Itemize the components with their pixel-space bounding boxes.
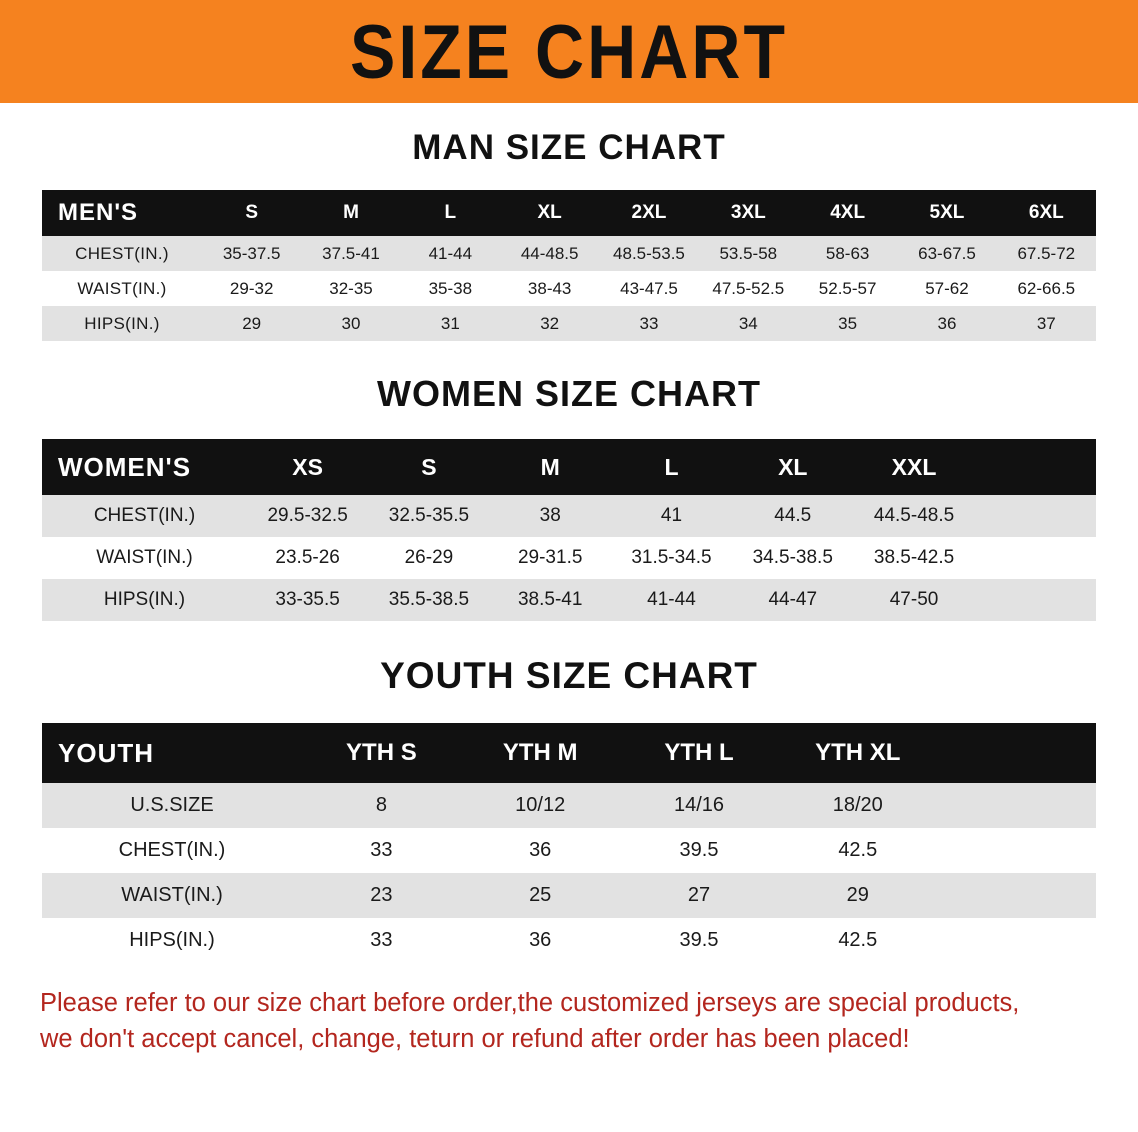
man-table-wrapper (0, 190, 1138, 341)
men-cell-1-0: 29-32 (229, 278, 274, 298)
women-cell-2-0: 33-35.5 (275, 589, 340, 610)
men-row-0-label: CHEST(IN.) (75, 243, 169, 263)
youth-cell-2-2: 27 (687, 884, 711, 906)
youth-cell-2-0: 23 (370, 884, 393, 906)
table-row (42, 783, 1096, 828)
women-row-2-label: HIPS(IN.) (103, 589, 186, 610)
men-cell-1-6: 52.5-57 (818, 278, 877, 298)
youth-cell-1-1: 36 (529, 839, 552, 861)
disclaimer-note (40, 985, 1098, 1057)
men-cell-2-1: 30 (341, 313, 361, 333)
youth-section-heading: YOUTH SIZE CHART (380, 655, 758, 696)
men-cell-2-0: 29 (242, 313, 262, 333)
women-size-table (42, 439, 1096, 621)
men-cell-1-4: 43-47.5 (620, 278, 678, 298)
men-cell-2-4: 33 (639, 313, 659, 333)
men-row-2-label: HIPS(IN.) (84, 313, 160, 333)
women-cell-2-6 (975, 579, 1096, 621)
men-row-1-label: WAIST(IN.) (77, 278, 167, 298)
youth-header-0: YOUTH (58, 737, 154, 768)
banner (0, 0, 1138, 103)
men-cell-1-2: 35-38 (428, 278, 473, 298)
women-cell-2-5: 47-50 (889, 589, 939, 610)
women-cell-2-3: 41-44 (647, 589, 696, 610)
table-row (42, 828, 1096, 873)
women-header-2: S (421, 453, 437, 480)
women-cell-0-3: 41 (660, 505, 683, 526)
table-row (42, 271, 1096, 306)
youth-cell-0-2: 14/16 (673, 794, 725, 816)
youth-cell-3-2: 39.5 (679, 929, 719, 951)
youth-cell-3-0: 33 (370, 929, 393, 951)
youth-row-1-label: CHEST(IN.) (118, 839, 226, 861)
youth-table-wrapper (0, 723, 1138, 963)
men-cell-1-3: 38-43 (527, 278, 572, 298)
women-cell-2-2: 38.5-41 (517, 589, 583, 610)
men-cell-2-6: 35 (838, 313, 858, 333)
women-cell-0-6 (975, 495, 1096, 537)
women-cell-1-2: 29-31.5 (517, 547, 583, 568)
table-header-row (42, 439, 1096, 495)
table-header-row (42, 723, 1096, 783)
women-row-0-label: CHEST(IN.) (93, 505, 196, 526)
men-header-1: S (245, 202, 258, 223)
table-row (42, 537, 1096, 579)
table-row (42, 306, 1096, 341)
women-header-7 (975, 439, 1096, 495)
table-row (42, 873, 1096, 918)
women-cell-1-1: 26-29 (404, 547, 454, 568)
women-cell-1-0: 23.5-26 (275, 547, 340, 568)
men-cell-0-8: 67.5-72 (1017, 243, 1076, 263)
men-header-7: 4XL (830, 202, 866, 223)
women-cell-1-6 (975, 537, 1096, 579)
men-cell-0-1: 37.5-41 (322, 243, 380, 263)
youth-cell-2-1: 25 (529, 884, 552, 906)
women-cell-1-4: 34.5-38.5 (752, 547, 833, 568)
men-header-8: 5XL (929, 202, 965, 223)
women-cell-2-4: 44-47 (768, 589, 818, 610)
youth-header-1: YTH S (346, 739, 417, 766)
table-row (42, 495, 1096, 537)
women-cell-0-5: 44.5-48.5 (873, 505, 955, 526)
man-size-table (42, 190, 1096, 341)
men-cell-0-5: 53.5-58 (719, 243, 778, 263)
men-cell-2-8: 37 (1036, 313, 1056, 333)
men-cell-2-7: 36 (937, 313, 957, 333)
youth-cell-3-4 (937, 918, 1096, 963)
page-title: SIZE CHART (350, 8, 788, 95)
women-header-1: XS (292, 453, 323, 480)
men-cell-0-2: 41-44 (428, 243, 473, 263)
youth-header-4: YTH XL (815, 739, 901, 766)
men-header-6: 3XL (730, 202, 766, 223)
youth-cell-1-3: 42.5 (838, 839, 878, 861)
men-cell-1-5: 47.5-52.5 (712, 278, 785, 298)
table-row (42, 579, 1096, 621)
women-cell-0-0: 29.5-32.5 (267, 505, 348, 526)
women-header-0: WOMEN'S (58, 451, 192, 482)
women-table-wrapper (0, 439, 1138, 621)
women-header-6: XXL (891, 453, 937, 480)
youth-cell-0-0: 8 (375, 794, 387, 816)
women-header-3: M (540, 453, 560, 480)
women-cell-1-5: 38.5-42.5 (873, 547, 955, 568)
men-cell-2-5: 34 (738, 313, 758, 333)
men-cell-1-8: 62-66.5 (1017, 278, 1076, 298)
men-cell-1-7: 57-62 (925, 278, 969, 298)
women-cell-2-1: 35.5-38.5 (388, 589, 470, 610)
men-header-3: L (444, 202, 457, 223)
youth-cell-1-0: 33 (370, 839, 393, 861)
youth-row-0-label: U.S.SIZE (130, 794, 214, 816)
men-header-5: 2XL (631, 202, 667, 223)
youth-cell-2-4 (937, 873, 1096, 918)
men-cell-0-6: 58-63 (825, 243, 870, 263)
youth-row-3-label: HIPS(IN.) (129, 929, 215, 951)
youth-header-3: YTH L (664, 739, 734, 766)
youth-header-2: YTH M (502, 739, 578, 766)
youth-row-2-label: WAIST(IN.) (121, 884, 223, 906)
women-header-4: L (664, 453, 679, 480)
men-header-2: M (343, 202, 359, 223)
men-cell-0-3: 44-48.5 (520, 243, 579, 263)
youth-cell-0-1: 10/12 (515, 794, 566, 816)
men-cell-2-2: 31 (440, 313, 460, 333)
men-cell-2-3: 32 (540, 313, 560, 333)
youth-cell-0-4 (937, 783, 1096, 828)
table-row (42, 918, 1096, 963)
women-cell-0-1: 32.5-35.5 (388, 505, 470, 526)
youth-cell-3-1: 36 (529, 929, 552, 951)
youth-cell-3-3: 42.5 (838, 929, 878, 951)
women-cell-0-4: 44.5 (774, 505, 812, 526)
men-header-9: 6XL (1028, 202, 1064, 223)
youth-size-table (42, 723, 1096, 963)
table-row (42, 236, 1096, 271)
men-header-0: MEN'S (58, 199, 139, 226)
disclaimer-line-2: we don't accept cancel, change, teturn or refund after order has been placed! (40, 1025, 910, 1054)
men-cell-0-7: 63-67.5 (918, 243, 976, 263)
women-section-heading: WOMEN SIZE CHART (377, 373, 761, 414)
men-cell-1-1: 32-35 (329, 278, 373, 298)
youth-cell-1-2: 39.5 (679, 839, 719, 861)
youth-cell-2-3: 29 (846, 884, 869, 906)
youth-cell-0-3: 18/20 (832, 794, 883, 816)
women-cell-0-2: 38 (539, 505, 561, 526)
youth-cell-1-4 (937, 828, 1096, 873)
women-row-1-label: WAIST(IN.) (96, 547, 193, 568)
men-header-4: XL (537, 202, 562, 223)
youth-header-5 (937, 723, 1096, 783)
women-header-5: XL (778, 453, 808, 480)
men-cell-0-4: 48.5-53.5 (613, 243, 685, 263)
table-header-row (42, 190, 1096, 236)
men-cell-0-0: 35-37.5 (222, 243, 281, 263)
women-cell-1-3: 31.5-34.5 (631, 547, 712, 568)
disclaimer-line-1: Please refer to our size chart before order,the customized jerseys are special products, (40, 989, 1020, 1017)
man-section-heading: MAN SIZE CHART (412, 128, 726, 167)
